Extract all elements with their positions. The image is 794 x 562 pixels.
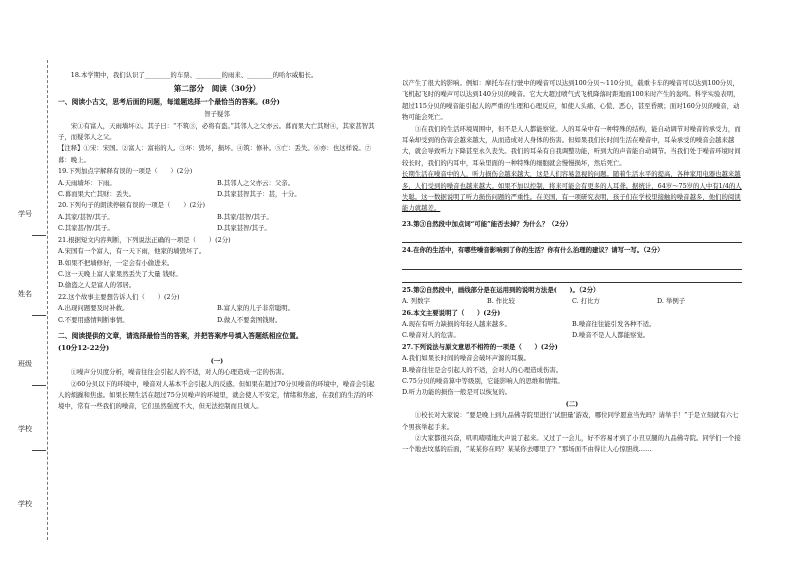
margin-line (32, 450, 46, 451)
option[interactable]: B.其邻人之父亦云：父亲。 (217, 178, 295, 187)
margin-line (32, 235, 46, 236)
option[interactable]: B.其家/甚智/其子。 (217, 212, 273, 221)
answer-line[interactable] (402, 259, 742, 270)
option[interactable]: D.噪音不是人人都能察觉。 (572, 331, 650, 340)
option[interactable]: B.富人家的儿子非常聪明。 (217, 304, 295, 313)
question-20-options (58, 212, 376, 235)
question-27: 27.下列说法与原文意思不相符的一项是（ ）(2分) (402, 342, 558, 351)
option[interactable]: A.宋国有一个富人，有一天下雨，他家的墙毁坏了。 (58, 247, 206, 256)
option[interactable]: C.其家甚/智/其子。 (58, 224, 114, 233)
option[interactable]: D.其家甚智其子：甚，十分。 (217, 190, 301, 199)
passage-notes: 【注释】①宋：宋国。②富人：富裕的人。③坏：毁坏，损坏。④筑：修补。⑤亡：丢失。⑥亦：也这样说。⑦暮：晚上。 (58, 144, 372, 164)
passage-paragraph: 以产生了很大的影响。例如：摩托车在行驶中的噪音可以达到100分贝～110分贝，载重卡车的噪音可以达到100分贝，飞机起飞时的噪声可以达到140分贝的噪音。它大大超过喷气式飞机降落时距地面100米时产生的轰鸣。科学实验表明，超过115分贝的噪音能引起人的严重的生理和心理反应，如使人头痛、心慌、恶心，甚至昏厥；面对160分贝的噪音，动物可能会死亡。 (402, 79, 740, 122)
right-column (402, 78, 742, 456)
margin-label-class: 班级 (18, 360, 32, 368)
option[interactable]: A.天雨墙坏：下雨。 (58, 178, 116, 187)
option[interactable]: C.这一天晚上富人家果然丢失了大量 钱财。 (58, 269, 182, 278)
binding-margin (8, 60, 52, 540)
option[interactable]: C.不要用感情判断事情。 (58, 315, 129, 324)
option[interactable]: D.其家甚智/其子。 (217, 224, 271, 233)
option[interactable]: B.噪音往往是会引起人的不适，会对人的心理造成伤害。 (402, 365, 563, 374)
classical-passage: 宋①有富人，天雨墙坏②。其子曰：“不筑③，必将有盗。”其邻人之父亦云。暮而果大亡其财④，其家甚智其子，而疑邻人之父。 (58, 121, 375, 142)
option[interactable]: B.如果不把墙修好，一定会有小偷进来。 (58, 258, 174, 267)
option[interactable]: D.偷盗之人是富人的邻居。 (58, 281, 136, 290)
option[interactable]: A. 列数字 (402, 297, 430, 306)
answer-line[interactable] (402, 272, 742, 283)
question-18: 18.本学期中，我们认识了________的车票、________的雨来、________的哈尔威船长。 (70, 71, 318, 79)
answer-line[interactable] (402, 232, 742, 243)
option[interactable]: A.出现问题要及时补救。 (58, 304, 129, 313)
option[interactable]: A.现在有听力缺损的年轻人越来越多。 (402, 319, 511, 328)
margin-label-name: 姓名 (18, 290, 32, 298)
question-23: 23.第③自然段中加点词“可能”能否去掉？为什么？（2分） (402, 219, 572, 228)
section1-title: 一、阅读小古文，思考后面的问题，每道题选择一个最恰当的答案。(8分) (58, 97, 280, 106)
option[interactable]: D.听力功能的损伤一般是可以恢复的。 (402, 388, 512, 397)
margin-line (32, 315, 46, 316)
passage-number: (二) (565, 399, 579, 408)
question-22: 22.这个故事主要想告诉人们（ ）(2分) (58, 292, 180, 301)
part2-title: 第二部分 阅读（30分） (173, 84, 261, 94)
question-25: 25.第②自然段中，画线部分是在运用到的说明方法是( )。（2分） (402, 285, 600, 294)
passage-paragraph-underlined: 长期生活在噪音中的人，听力损伤会越来越大，这是人们容易忽视的问题。随着生活水平的提高，各种家用电器也越来越多，人们受到的噪音也越来越大。如果不加以控制，将来可能会有更多的人耳聋。据统计，64岁～75岁的人中有1/4的人失聪。这一数据说明了听力损伤问题的严重性。在美国，有一项研究表明，孩子们在学校里接触的噪音越多，他们的阅读能力就越差。 (402, 170, 742, 213)
option[interactable]: B. 作比较 (487, 297, 515, 306)
binding-line (47, 60, 48, 540)
option[interactable]: A.其家/甚智/其子。 (58, 212, 114, 221)
option[interactable]: C.暮而果大亡其财：丢失。 (58, 190, 135, 199)
left-column (58, 70, 376, 413)
option[interactable]: C.噪音对人的危害。 (402, 331, 460, 340)
question-19: 19.下列加点字解释有误的一项是（ ）(2分) (58, 167, 193, 176)
option[interactable]: A.我们如果长时间的噪音会破坏声源的耳膜。 (402, 354, 531, 363)
margin-label-school-2: 学校 (18, 500, 32, 508)
option[interactable]: C.75分贝的噪音算中等级别，它能影响人的思维和情绪。 (402, 376, 564, 385)
margin-line (32, 385, 46, 386)
option[interactable]: C. 打比方 (572, 297, 600, 306)
section2-title: 二、阅读提供的文章，请选择最恰当的答案，并把答案序号填入答题纸相应位置。 (58, 331, 303, 340)
passage-paragraph: ①噪声分贝度分析，噪音往往会引起人的不适，对人的心理造成一定的伤害。 (70, 368, 289, 377)
section2-subtitle: (10分12-22分) (58, 344, 110, 353)
question-19-options (58, 178, 376, 201)
question-26-options (402, 319, 742, 342)
question-22-options (58, 303, 376, 326)
option[interactable]: B.噪音往往能引发各种不适。 (572, 319, 656, 328)
passage-paragraph: ②大家都很兴奋，叽叽喳喳地大声说了起来。又过了一会儿，好不容易才到了小丑豆腿的九品佛寺院。同学们一个接一个地去坟墓的后面，“某某你在吗？某某你去哪里了？”那场面不由得让人心惊胆战…… (402, 433, 741, 454)
margin-label-student-id: 学号 (18, 210, 32, 218)
question-24: 24.在你的生活中，有哪些噪音影响到了你的生活？你有什么治理的建议？请写一写。（2分） (402, 246, 664, 255)
question-20: 20.下列句子的朗读停顿有误的一项是（ ）(2分) (58, 201, 206, 210)
question-25-options (402, 296, 742, 307)
margin-label-school: 学校 (18, 425, 32, 433)
option[interactable]: D. 举例子 (657, 297, 686, 306)
passage-paragraph: ②60分贝以下的环境中，噪音对人基本不会引起人的反感。但如果在超过70分贝噪音的环境中，噪音会引起人的烦躁和焦虑。如果长期生活在超过75分贝噪声的环境里，就会使人不安定，情绪和焦虑，在我们的生活的环境中，常有一些我们的噪音，它们虽然强度不大，但无法控制而且烦人。 (58, 379, 375, 411)
question-26: 26.本文主要说明了（ ）(2分) (402, 308, 501, 317)
passage-number: (一) (210, 356, 224, 365)
passage-paragraph: ③在我们的生活环境周围中，但不是人人都能察觉。人的耳朵中有一种特殊的结构，能自动调节对噪音的承受力，而耳朵却受到的伤害会越来越大，从而造成对人身体的伤害。但如果我们长时间生活在噪音中，耳朵承受的噪音会越来越大，就会导致听力下降甚至永久丧失。我们的耳朵有自我调整功能，听到大的声音能自动调节。当我们处于噪音环境时间较长时，我们的内耳中，耳朵里面的一种特殊的细胞就会慢慢损坏，然后死亡。 (402, 124, 741, 167)
question-21: 21.根据短文内容判断，下列说法正确的一项是（ ）(2分) (58, 235, 231, 244)
poem-title: 智子疑邻 (204, 110, 230, 119)
option[interactable]: D.做人不要贪图钱财。 (217, 315, 282, 324)
passage-paragraph: ①校长对大家说：“要是晚上到九品佛寺院里进行‘试胆量’游戏，哪位同学愿意当先吗？请举手！”于是立刻就有六七个男孩举起手来。 (402, 411, 739, 431)
